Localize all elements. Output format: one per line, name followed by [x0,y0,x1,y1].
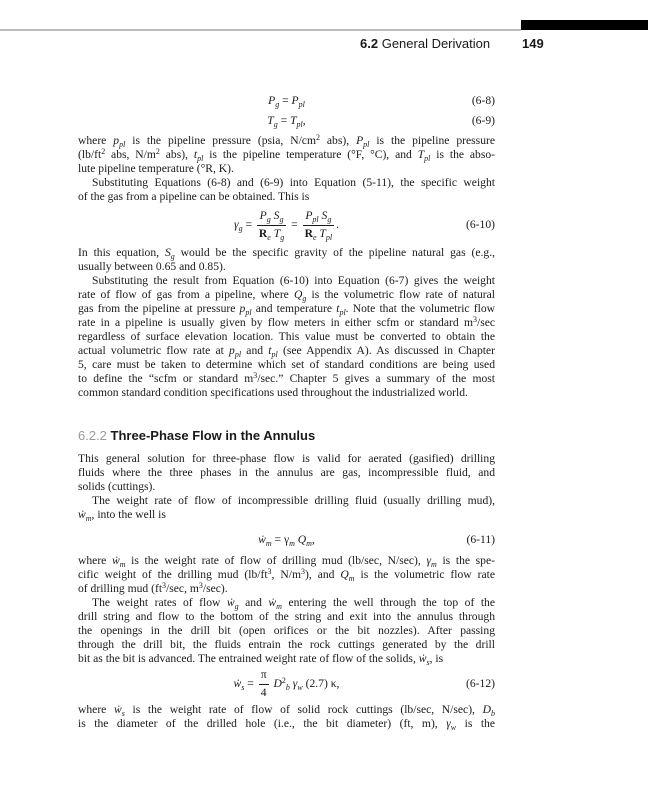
text-line [78,274,495,288]
text-run: In this equation, [78,246,165,259]
text-run: is the pipeline pressure [369,134,495,147]
heading-number: 6.2.2 [78,428,107,443]
text-line [78,466,495,480]
equation-6-11 [78,532,495,548]
text-line [78,638,495,652]
section-number: 6.2 [360,36,379,51]
subscript: pl [363,140,370,149]
paragraph [78,246,495,274]
text-run: The weight rate of flow of incompressible drilling fluid (usually drilling mud), [92,494,495,507]
eq-sub: pl [325,233,333,243]
paragraph [78,176,495,204]
text-line [78,554,495,568]
text-line [78,452,495,466]
math-symbol: T [417,148,425,161]
subscript: g [302,294,307,303]
eq-term: S [270,209,280,223]
eq-term: γ [234,218,239,231]
eq-sub: g [275,100,280,109]
text-run: drill string and flow to the bottom of the string and exit into the annulus through [78,610,495,623]
eq-op: = γ [271,533,290,546]
subscript: g [170,252,175,261]
eq-term: T [290,114,297,127]
subscript: g [234,602,239,611]
equation-6-9 [78,113,495,129]
text-run: regardless of surface elevation location. This value must be converted to obtain the [78,330,495,343]
eq-sub: g [238,224,243,233]
eq-op: = [244,677,257,690]
eq-sub: g [327,215,332,225]
text-run: is the volumetric flow rate of natural [306,288,495,301]
eq-sub: pl [312,215,319,225]
subscript: b [491,709,495,718]
text-run: is the diameter of the drilled hole (i.e., the bit diameter) (ft, m), [78,717,447,730]
eq-sub: e [267,233,271,243]
text-run: of the gas from a pipeline can be obtained. This is [78,190,310,203]
eq-term: R [258,227,268,241]
eq-term: P [259,209,267,223]
chapter-tab-bar [521,20,648,30]
subscript: m [119,560,126,569]
subscript: pl [197,154,204,163]
eq-punct: , [302,114,306,127]
text-line [78,260,495,274]
text-line [78,176,495,190]
superscript: 3 [198,581,203,590]
text-line [78,386,495,400]
heading-title: Three-Phase Flow in the Annulus [110,428,316,443]
eq-sub: g [279,215,284,225]
text-run: /sec, m [166,582,199,595]
math-symbol: p [113,134,120,147]
page-number: 149 [522,36,544,51]
math-symbol: γ [426,554,432,567]
text-run: , into the well is [91,508,166,521]
subscript: pl [119,140,126,149]
eq-term: T [270,227,281,241]
text-run: 5, care must be taken to determine which set of standard conditions are being used [78,358,495,371]
subscript: pl [271,350,278,359]
text-run: is the spe- [436,554,495,567]
text-run: is the abso- [430,148,496,161]
text-run: through the drill bit, the fluids entrain the rock cuttings generated by the drill [78,638,495,651]
text-run: actual volumetric flow rate at [78,344,230,357]
subscript: m [85,514,92,523]
text-line [78,717,495,731]
equation-number: (6-8) [471,94,495,107]
subscript: s [426,658,430,667]
text-run: abs, N/m [105,148,156,161]
eq-op: = [279,94,292,107]
paragraph [78,274,495,400]
equation-number: (6-10) [466,218,495,231]
eq-sub: b [285,683,290,692]
text-line [78,624,495,638]
text-line [78,703,495,717]
math-symbol: Q [293,288,303,301]
math-symbol: p [239,302,246,315]
equation-number: (6-9) [471,114,495,127]
fraction [257,209,286,241]
eq-punct: , [311,533,315,546]
eq-punct: . [336,218,339,231]
text-run: is the [456,717,495,730]
math-symbol: ẇ [418,652,427,665]
text-run: is the weight rate of flow of drilling mud (lb/sec, N/sec), [125,554,427,567]
text-run: (see Appendix A). As discussed in Chapter [277,344,495,357]
text-run: is the weight rate of flow of solid rock cuttings (lb/sec, N/sec), [124,703,483,716]
text-line [78,358,495,372]
eq-term: S [318,209,328,223]
subscript: s [121,709,125,718]
text-line [78,480,495,494]
text-line [78,610,495,624]
subscript: pl [245,308,252,317]
eq-term: P [291,94,299,107]
text-run: where [78,703,114,716]
text-run: , N/m [271,568,301,581]
text-run: would be the specific gravity of the pipeline natural gas (e.g., [174,246,495,259]
text-run: ), and [305,568,341,581]
math-symbol: Q [340,568,349,581]
text-run: , is [429,652,444,665]
text-line [78,148,495,162]
text-line [78,190,495,204]
math-symbol: ẇ [226,596,235,609]
eq-sub: g [273,120,278,129]
subscript: pl [339,308,346,317]
superscript: 3 [162,581,167,590]
subscript: pl [424,154,431,163]
text-line [78,330,495,344]
math-symbol: S [164,246,171,259]
equation-6-8 [78,93,495,109]
superscript: 3 [253,371,258,380]
section-title: General Derivation [381,36,491,51]
eq-term: Q [294,533,307,546]
subscript: m [276,602,282,611]
math-symbol: ẇ [268,596,277,609]
eq-term: ẇ [258,533,266,546]
eq-sub: e [312,233,317,243]
superscript: 2 [101,147,106,156]
eq-term: T [267,114,274,127]
eq-term: π [259,668,269,685]
text-run: of drilling mud (ft [78,582,163,595]
superscript: 2 [155,147,160,156]
subscript: m [431,560,437,569]
eq-sub: w [297,683,303,692]
text-run: /sec). [202,582,228,595]
math-symbol: γ [446,717,451,730]
text-run: cific weight of the drilling mud (lb/ft [78,568,268,581]
text-line [78,508,495,522]
math-symbol: ẇ [113,703,122,716]
text-run: usually between 0.65 and 0.85). [78,260,226,273]
superscript: 3 [472,315,477,324]
text-run: to define the “scfm or standard m [78,372,254,385]
equation-6-12 [78,667,495,701]
text-run: the openings in the drill bit (open orifices or the bit nozzles). After passing [78,624,495,637]
text-run: lute pipeline temperature (°R, K). [78,162,234,175]
text-line [78,316,495,330]
eq-op: = [242,218,255,231]
text-line [78,372,495,386]
text-run: Substituting the result from Equation (6-10) into Equation (6-7) gives the weight [92,274,495,287]
math-symbol: p [229,344,235,357]
equation-number: (6-12) [466,677,495,690]
math-symbol: t [336,302,340,315]
eq-term: D [270,677,282,690]
text-run: rate in a pipeline is usually given by flow meters in either scfm or standard m [78,316,473,329]
equation-number: (6-11) [466,533,495,546]
text-run: is the pipeline pressure (psia, N/cm [125,134,316,147]
text-run: rate of flow of gas from a pipeline, where [78,288,294,301]
paragraph [78,554,495,596]
text-run: common standard condition specifications used throughout the industrialized world. [78,386,468,399]
eq-sub: m [265,539,272,548]
math-symbol: P [356,134,364,147]
text-run: abs), [159,148,194,161]
subscript: w [450,723,457,732]
eq-sub: s [241,683,245,692]
text-run: The weight rates of flow [92,596,227,609]
paragraph [78,703,495,731]
superscript: 3 [301,567,305,576]
text-line [78,568,495,582]
fraction [259,668,269,700]
text-run: solids (cuttings). [78,480,156,493]
eq-sup: 2 [281,676,286,685]
paragraph [78,452,495,494]
eq-term: 4 [260,686,267,700]
math-symbol: t [268,344,272,357]
text-line [78,494,495,508]
text-line [78,162,495,176]
eq-sub: m [306,539,312,548]
text-run: and [241,344,269,357]
math-symbol: D [482,703,491,716]
text-run: is the pipeline temperature (°F, °C), and [203,148,418,161]
text-line [78,134,495,148]
eq-sub: g [280,233,285,243]
text-run: and [238,596,269,609]
text-run: . Note that the volumetric flow [345,302,496,315]
superscript: 2 [315,133,320,142]
subscript: m [348,574,355,583]
math-symbol: ẇ [78,508,86,521]
eq-term: R [304,227,313,241]
text-run: where [78,134,114,147]
eq-term: P [305,209,313,223]
eq-op: = [277,114,291,127]
text-line [78,582,495,596]
eq-sub: m [289,539,295,548]
text-run: /sec.” Chapter 5 gives a summary of the most [257,372,495,385]
eq-op: = [288,218,301,231]
fraction [303,209,335,241]
eq-term: (2.7) κ, [302,677,340,690]
running-header [360,36,490,51]
text-run: is the volumetric flow rate [354,568,495,581]
text-run: and temperature [251,302,337,315]
eq-term: ẇ [233,677,242,690]
text-run: (lb/ft [78,148,102,161]
eq-term: γ [289,677,298,690]
text-run: abs), [319,134,357,147]
text-line [78,302,495,316]
header-rule [0,29,521,31]
text-line [78,344,495,358]
text-line [78,288,495,302]
paragraph [78,494,495,522]
text-run: gas from the pipeline at pressure [78,302,240,315]
eq-sub: pl [298,100,305,109]
math-symbol: ẇ [111,554,120,567]
text-run: bit as the bit is advanced. The entrained weight rate of flow of the solids, [78,652,419,665]
section-heading [78,428,315,443]
text-run: entering the well through the top of the [281,596,495,609]
text-line [78,652,495,666]
text-run: This general solution for three-phase flow is valid for aerated (gasified) drilling [78,452,495,465]
eq-term: P [268,94,276,107]
paragraph [78,134,495,176]
text-run: /sec [476,316,495,329]
text-run: Substituting Equations (6-8) and (6-9) into Equation (5-11), the specific weight [92,176,495,189]
text-line [78,246,495,260]
text-run: where [78,554,112,567]
math-symbol: t [193,148,198,161]
eq-sub: g [266,215,271,225]
subscript: pl [234,350,242,359]
text-line [78,596,495,610]
paragraph [78,596,495,666]
equation-6-10 [78,208,495,242]
eq-sub: pl [296,120,303,129]
text-run: fluids where the three phases in the annulus are gas, incompressible fluid, and [78,466,495,479]
superscript: 3 [267,567,272,576]
eq-term: T [316,227,326,241]
